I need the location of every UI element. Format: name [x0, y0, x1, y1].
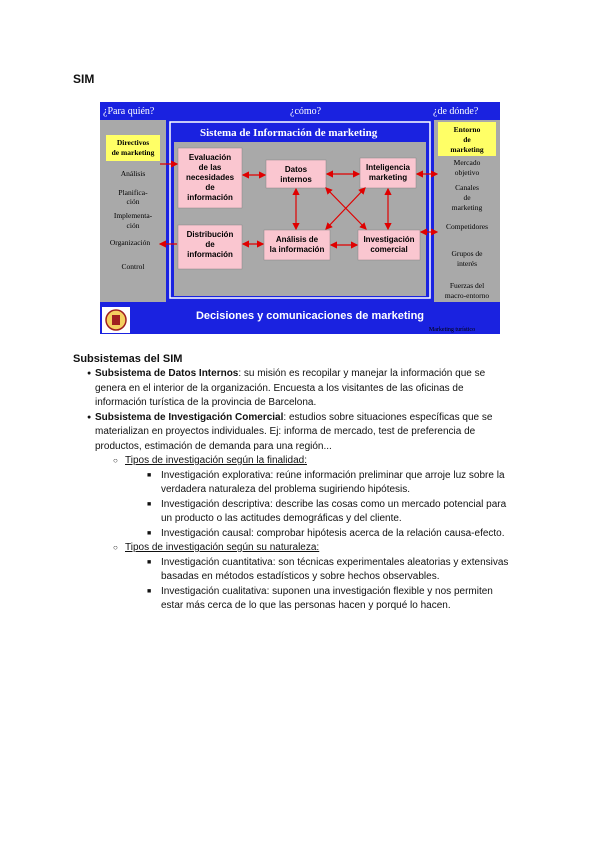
box-investigacion-line: comercial: [370, 245, 408, 254]
box-datos-line: internos: [280, 175, 312, 184]
right-item: de: [463, 193, 471, 202]
right-item: objetivo: [454, 168, 480, 177]
box-analisis-line: la información: [269, 245, 325, 254]
bullet-list: [73, 367, 513, 614]
sub-sub-list-item: ■ Investigación descriptiva: describe las cosas como un mercado potencial para un producto o las actitudes demográficas y del cliente.: [151, 498, 513, 527]
box-distribucion-line: de: [205, 240, 215, 249]
left-item: ción: [126, 221, 140, 230]
sub-list: [111, 454, 513, 614]
sub-sub-list: [151, 469, 513, 542]
item-text: : su misión es recopilar y manejar la información que se genera en el interior de la organización. Encuesta a los visitantes de las oficinas de información turística de la provincia de Barcelona.: [95, 368, 486, 408]
left-item: Control: [121, 262, 145, 271]
subgroup-title: Tipos de investigación según la finalidad:: [125, 455, 307, 466]
box-inteligencia-line: marketing: [368, 173, 408, 182]
right-item: interés: [457, 259, 477, 268]
footer-label: Marketing turístico: [428, 327, 476, 333]
label-como: ¿cómo?: [290, 106, 322, 117]
item-bold: Subsistema de Datos Internos: [95, 368, 239, 379]
left-item: Implementa-: [113, 211, 153, 220]
bottom-label: Decisiones y comunicaciones de marketing: [195, 310, 425, 322]
sub-sub-list-item: ■ Investigación causal: comprobar hipótesis acerca de la relación causa-efecto.: [151, 527, 513, 542]
box-evaluacion-line: necesidades: [185, 173, 235, 182]
right-title-line: Entorno: [453, 125, 481, 134]
right-item: Fuerzas del: [449, 281, 485, 290]
box-distribucion-line: Distribución: [186, 230, 234, 239]
page-title: SIM: [73, 72, 95, 86]
sub-sub-list-item: ■ Investigación explorativa: reúne información preliminar que arroje luz sobre la verdadera naturaleza del problema sugiriendo hipótesis.: [151, 469, 513, 498]
right-item: Canales: [455, 183, 479, 192]
right-item: Competidores: [445, 222, 489, 231]
right-title-line: marketing: [450, 145, 484, 154]
label-para-quien: ¿Para quién?: [103, 106, 155, 117]
left-item: ción: [126, 197, 140, 206]
sub-sub-list: [151, 556, 513, 614]
right-item: Grupos de: [451, 249, 483, 258]
list-item: [73, 411, 513, 614]
box-evaluacion-line: información: [187, 193, 233, 202]
list-item: [73, 367, 513, 411]
item-text: : estudios sobre situaciones específicas que se materializan en proyectos individuales. Ej: informa de mercado, test de preferencia de productos, estimación de demanda para una región...: [95, 411, 493, 452]
section-title: Subsistemas del SIM: [73, 353, 183, 365]
box-evaluacion-line: Evaluación: [188, 153, 232, 162]
right-title-line: de: [463, 135, 471, 144]
seal-icon-center: [112, 315, 120, 325]
sim-diagram: [100, 102, 500, 334]
left-title-line: Directivos: [116, 138, 150, 147]
box-inteligencia-line: Inteligencia: [365, 163, 411, 172]
left-item: Análisis: [120, 169, 146, 178]
box-analisis-line: Análisis de: [275, 235, 319, 244]
left-title-line: de marketing: [111, 148, 155, 157]
system-title: Sistema de Información de marketing: [200, 127, 378, 139]
box-evaluacion-line: de: [205, 183, 215, 192]
label-de-donde: ¿de dónde?: [433, 106, 479, 117]
sub-sub-list-item: ■ Investigación cuantitativa: son técnicas experimentales aleatorias y extensivas basadas en métodos estadísticos y sobre hechos observables.: [151, 556, 513, 585]
box-investigacion-line: Investigación: [363, 235, 415, 244]
sub-sub-list-item: ■ Investigación cualitativa: suponen una investigación flexible y nos permiten estar más cerca de lo que las personas hacen y porqué lo hacen.: [151, 585, 513, 614]
document-body: [73, 367, 513, 614]
right-item: marketing: [451, 203, 483, 212]
sub-list-item: [111, 541, 513, 614]
box-datos-line: Datos: [284, 165, 308, 174]
right-item: Mercado: [453, 158, 481, 167]
box-evaluacion-line: de las: [198, 163, 222, 172]
right-item: macro-entorno: [444, 291, 490, 300]
box-distribucion-line: información: [187, 250, 233, 259]
left-item: Planifica-: [118, 188, 148, 197]
sub-list-item: [111, 454, 513, 541]
left-item: Organización: [109, 238, 151, 247]
subgroup-title: Tipos de investigación según su naturaleza:: [125, 542, 320, 553]
item-bold: Subsistema de Investigación Comercial: [95, 411, 284, 423]
